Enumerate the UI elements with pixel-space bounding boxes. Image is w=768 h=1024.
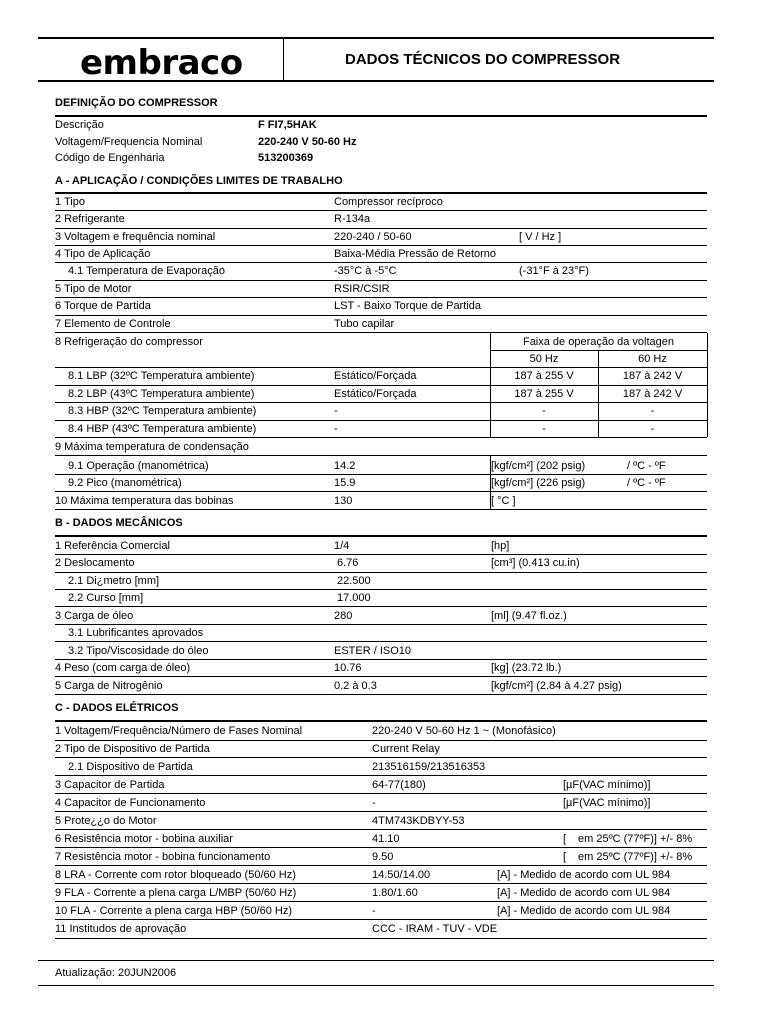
b21-label: 2.1 Di¿metro [mm] (68, 575, 160, 587)
c21-value: 213516159/213516353 (372, 761, 486, 773)
rule (55, 280, 707, 281)
a92-unit: [kgf/cm²] (226 psig) (491, 477, 586, 489)
section-c-heading: C - DADOS ELÉTRICOS (55, 702, 179, 714)
c21-label: 2.1 Dispositivo de Partida (68, 761, 193, 773)
a83-v50: - (542, 405, 546, 417)
update-date: Atualização: 20JUN2006 (55, 967, 177, 979)
a81-v60: 187 à 242 V (622, 370, 683, 382)
a5-value: RSIR/CSIR (334, 283, 390, 295)
header-top-rule (38, 37, 714, 39)
c11-label: 11 Institudos de aprovação (55, 923, 187, 935)
a2-label: 2 Refrigerante (55, 213, 125, 225)
b4-value: 10.76 (334, 662, 362, 674)
rule (55, 367, 707, 368)
a82-v50: 187 à 255 V (514, 388, 574, 400)
volt-value: 220-240 V 50-60 Hz (258, 136, 357, 148)
a6-label: 6 Torque de Partida (55, 300, 151, 312)
desc-label: Descrição (55, 119, 104, 131)
rule (55, 829, 707, 830)
rule (490, 455, 491, 509)
c7-unit: em 25ºC (77ºF)] +/- 8% (578, 851, 693, 863)
c6-value: 41.10 (372, 833, 400, 845)
a81-label: 8.1 LBP (32ºC Temperatura ambiente) (68, 370, 255, 382)
rule (55, 115, 707, 117)
c8-value: 14.50/14.00 (372, 869, 431, 881)
rule (598, 350, 599, 437)
c3-unit: [µF(VAC mínimo)] (563, 779, 651, 791)
b3-unit: [ml] (9.47 fl.oz.) (491, 610, 567, 622)
footer-bottom-rule (38, 985, 714, 986)
a1-value: Compressor recíproco (334, 196, 443, 208)
rule (55, 793, 707, 794)
rule (55, 437, 707, 438)
c3-value: 64-77(180) (372, 779, 426, 791)
a41-label: 4.1 Temperatura de Evaporação (68, 265, 225, 277)
rule (55, 740, 707, 741)
rule (55, 676, 707, 677)
rule (55, 420, 707, 421)
a84-v60: - (650, 423, 655, 435)
rule (55, 919, 707, 920)
a10-value: 130 (334, 495, 353, 507)
rule (55, 385, 707, 386)
b2-unit: [cm³] (0.413 cu.in) (491, 557, 580, 569)
b22-label: 2.2 Curso [mm] (68, 592, 144, 604)
rule (55, 554, 707, 555)
c5-label: 5 Prote¿¿o do Motor (55, 815, 157, 827)
b1-label: 1 Referência Comercial (55, 540, 170, 552)
rule (490, 333, 491, 437)
rule (55, 865, 707, 866)
a4-label: 4 Tipo de Aplicação (55, 248, 151, 260)
a3-value: 220-240 / 50-60 (334, 231, 412, 243)
c3-label: 3 Capacitor de Partida (55, 779, 165, 791)
a84-label: 8.4 HBP (43ºC Temperatura ambiente) (68, 423, 257, 435)
a81-v50: 187 à 255 V (514, 370, 574, 382)
c7-label: 7 Resistência motor - bobina funcionamento (55, 851, 271, 863)
rule (55, 509, 707, 510)
a10-label: 10 Máxima temperatura das bobinas (55, 495, 234, 507)
b21-value: 22.500 (337, 575, 371, 587)
a83-value: - (334, 405, 338, 417)
rule (55, 589, 707, 590)
header-divider (283, 38, 284, 80)
rule (55, 210, 707, 211)
c4-value: - (372, 797, 376, 809)
rule (55, 262, 707, 263)
c1-label: 1 Voltagem/Frequência/Número de Fases Nominal (55, 725, 303, 737)
c6-unit-open: [ (563, 833, 567, 845)
a83-label: 8.3 HBP (32ºC Temperatura ambiente) (68, 405, 257, 417)
b22-value: 17.000 (337, 592, 371, 604)
a91-value: 14.2 (334, 460, 356, 472)
rule (707, 333, 708, 437)
rule (55, 624, 707, 625)
b1-value: 1/4 (334, 540, 350, 552)
a7-value: Tubo capilar (334, 318, 395, 330)
c8-unit: [A] - Medido de acordo com UL 984 (497, 869, 671, 881)
page-title: DADOS TÉCNICOS DO COMPRESSOR (345, 51, 621, 68)
voltage-range-header: Faixa de operação da voltagen (522, 336, 675, 348)
a6-value: LST - Baixo Torque de Partida (334, 300, 481, 312)
rule (55, 192, 707, 194)
rule (55, 474, 707, 475)
c6-label: 6 Resistência motor - bobina auxiliar (55, 833, 233, 845)
section-b-heading: B - DADOS MECÂNICOS (55, 517, 183, 529)
b32-label: 3.2 Tipo/Viscosidade do óleo (68, 645, 209, 657)
b5-label: 5 Carga de Nitrogênio (55, 680, 163, 692)
a92-extra: / ºC - ºF (627, 477, 666, 489)
rule (55, 694, 707, 695)
volt-label: Voltagem/Frequencia Nominal (55, 136, 203, 148)
b3-value: 280 (334, 610, 353, 622)
a92-value: 15.9 (334, 477, 356, 489)
c10-value: - (372, 905, 376, 917)
a81-value: Estático/Forçada (334, 370, 417, 382)
rule (55, 572, 707, 573)
rule (55, 245, 707, 246)
b5-value: 0.2 à 0.3 (334, 680, 377, 692)
rule (55, 883, 707, 884)
rule (55, 315, 707, 316)
c7-unit-open: [ (563, 851, 567, 863)
rule (55, 720, 707, 722)
rule (55, 297, 707, 298)
rule (55, 606, 707, 607)
a82-label: 8.2 LBP (43ºC Temperatura ambiente) (68, 388, 255, 400)
rule (55, 847, 707, 848)
a8-label: 8 Refrigeração do compressor (55, 336, 203, 348)
a82-value: Estático/Forçada (334, 388, 417, 400)
c6-unit: em 25ºC (77ºF)] +/- 8% (578, 833, 693, 845)
a1-label: 1 Tipo (55, 196, 85, 208)
a4-value: Baixa-Média Pressão de Retorno (334, 248, 497, 260)
rule (55, 402, 707, 403)
a83-v60: - (650, 405, 655, 417)
a9-label: 9 Máxima temperatura de condensação (55, 441, 249, 453)
a41-value: -35°C à -5°C (334, 265, 397, 277)
b2-label: 2 Deslocamento (55, 557, 135, 569)
rule (55, 535, 707, 537)
c1-value: 220-240 V 50-60 Hz 1 ~ (Monofásico) (372, 725, 556, 737)
c5-value: 4TM743KDBYY-53 (372, 815, 465, 827)
c10-label: 10 FLA - Corrente a plena carga HBP (50/60 Hz) (55, 905, 293, 917)
b1-unit: [hp] (491, 540, 510, 552)
c2-label: 2 Tipo de Dispositivo de Partida (55, 743, 210, 755)
rule (55, 455, 707, 456)
code-value: 513200369 (258, 152, 314, 164)
c11-value: CCC - IRAM - TUV - VDE (372, 923, 498, 935)
hz50-header: 50 Hz (529, 353, 559, 365)
header-bottom-rule (38, 80, 714, 82)
section-a-heading: A - APLICAÇÃO / CONDIÇÕES LIMITES DE TRABALHO (55, 175, 343, 187)
b2-value: 6.76 (337, 557, 359, 569)
b5-unit: [kgf/cm²] (2.84 à 4.27 psig) (491, 680, 622, 692)
rule (55, 775, 707, 776)
rule (55, 228, 707, 229)
a91-label: 9.1 Operação (manométrica) (68, 460, 209, 472)
a91-unit: [kgf/cm²] (202 psig) (491, 460, 586, 472)
embraco-logo: embraco (80, 43, 243, 83)
hz60-header: 60 Hz (638, 353, 667, 365)
a7-label: 7 Elemento de Controle (55, 318, 171, 330)
footer-top-rule (38, 960, 714, 961)
rule (55, 332, 707, 333)
desc-value: F FI7,5HAK (258, 119, 317, 131)
a91-extra: / ºC - ºF (627, 460, 666, 472)
rule (55, 901, 707, 902)
a92-label: 9.2 Pico (manométrica) (68, 477, 182, 489)
rule (55, 811, 707, 812)
c9-label: 9 FLA - Corrente a plena carga L/MBP (50/60 Hz) (55, 887, 297, 899)
a3-unit: [ V / Hz ] (519, 231, 562, 243)
b3-label: 3 Carga de óleo (55, 610, 134, 622)
c8-label: 8 LRA - Corrente com rotor bloqueado (50/60 Hz) (55, 869, 296, 881)
b32-value: ESTER / ISO10 (334, 645, 412, 657)
b4-label: 4 Peso (com carga de óleo) (55, 662, 191, 674)
a84-v50: - (542, 423, 546, 435)
definicao-heading: DEFINIÇÃO DO COMPRESSOR (55, 97, 218, 109)
b4-unit: [kg] (23.72 lb.) (491, 662, 562, 674)
a10-unit: [ °C ] (491, 495, 516, 507)
c7-value: 9.50 (372, 851, 394, 863)
a2-value: R-134a (334, 213, 371, 225)
a5-label: 5 Tipo de Motor (55, 283, 132, 295)
c4-unit: [µF(VAC mínimo)] (563, 797, 651, 809)
c2-value: Current Relay (372, 743, 440, 755)
a41-unit: (-31°F à 23°F) (519, 265, 589, 277)
c10-unit: [A] - Medido de acordo com UL 984 (497, 905, 671, 917)
rule (55, 938, 707, 939)
a82-v60: 187 à 242 V (622, 388, 683, 400)
rule (55, 641, 707, 642)
c9-unit: [A] - Medido de acordo com UL 984 (497, 887, 671, 899)
code-label: Código de Engenharia (55, 152, 165, 164)
c9-value: 1.80/1.60 (372, 887, 418, 899)
a3-label: 3 Voltagem e frequência nominal (55, 231, 216, 243)
rule (55, 757, 707, 758)
b31-label: 3.1 Lubrificantes aprovados (68, 627, 204, 639)
rule (55, 659, 707, 660)
rule (55, 491, 707, 492)
c4-label: 4 Capacitor de Funcionamento (55, 797, 206, 809)
a84-value: - (334, 423, 338, 435)
